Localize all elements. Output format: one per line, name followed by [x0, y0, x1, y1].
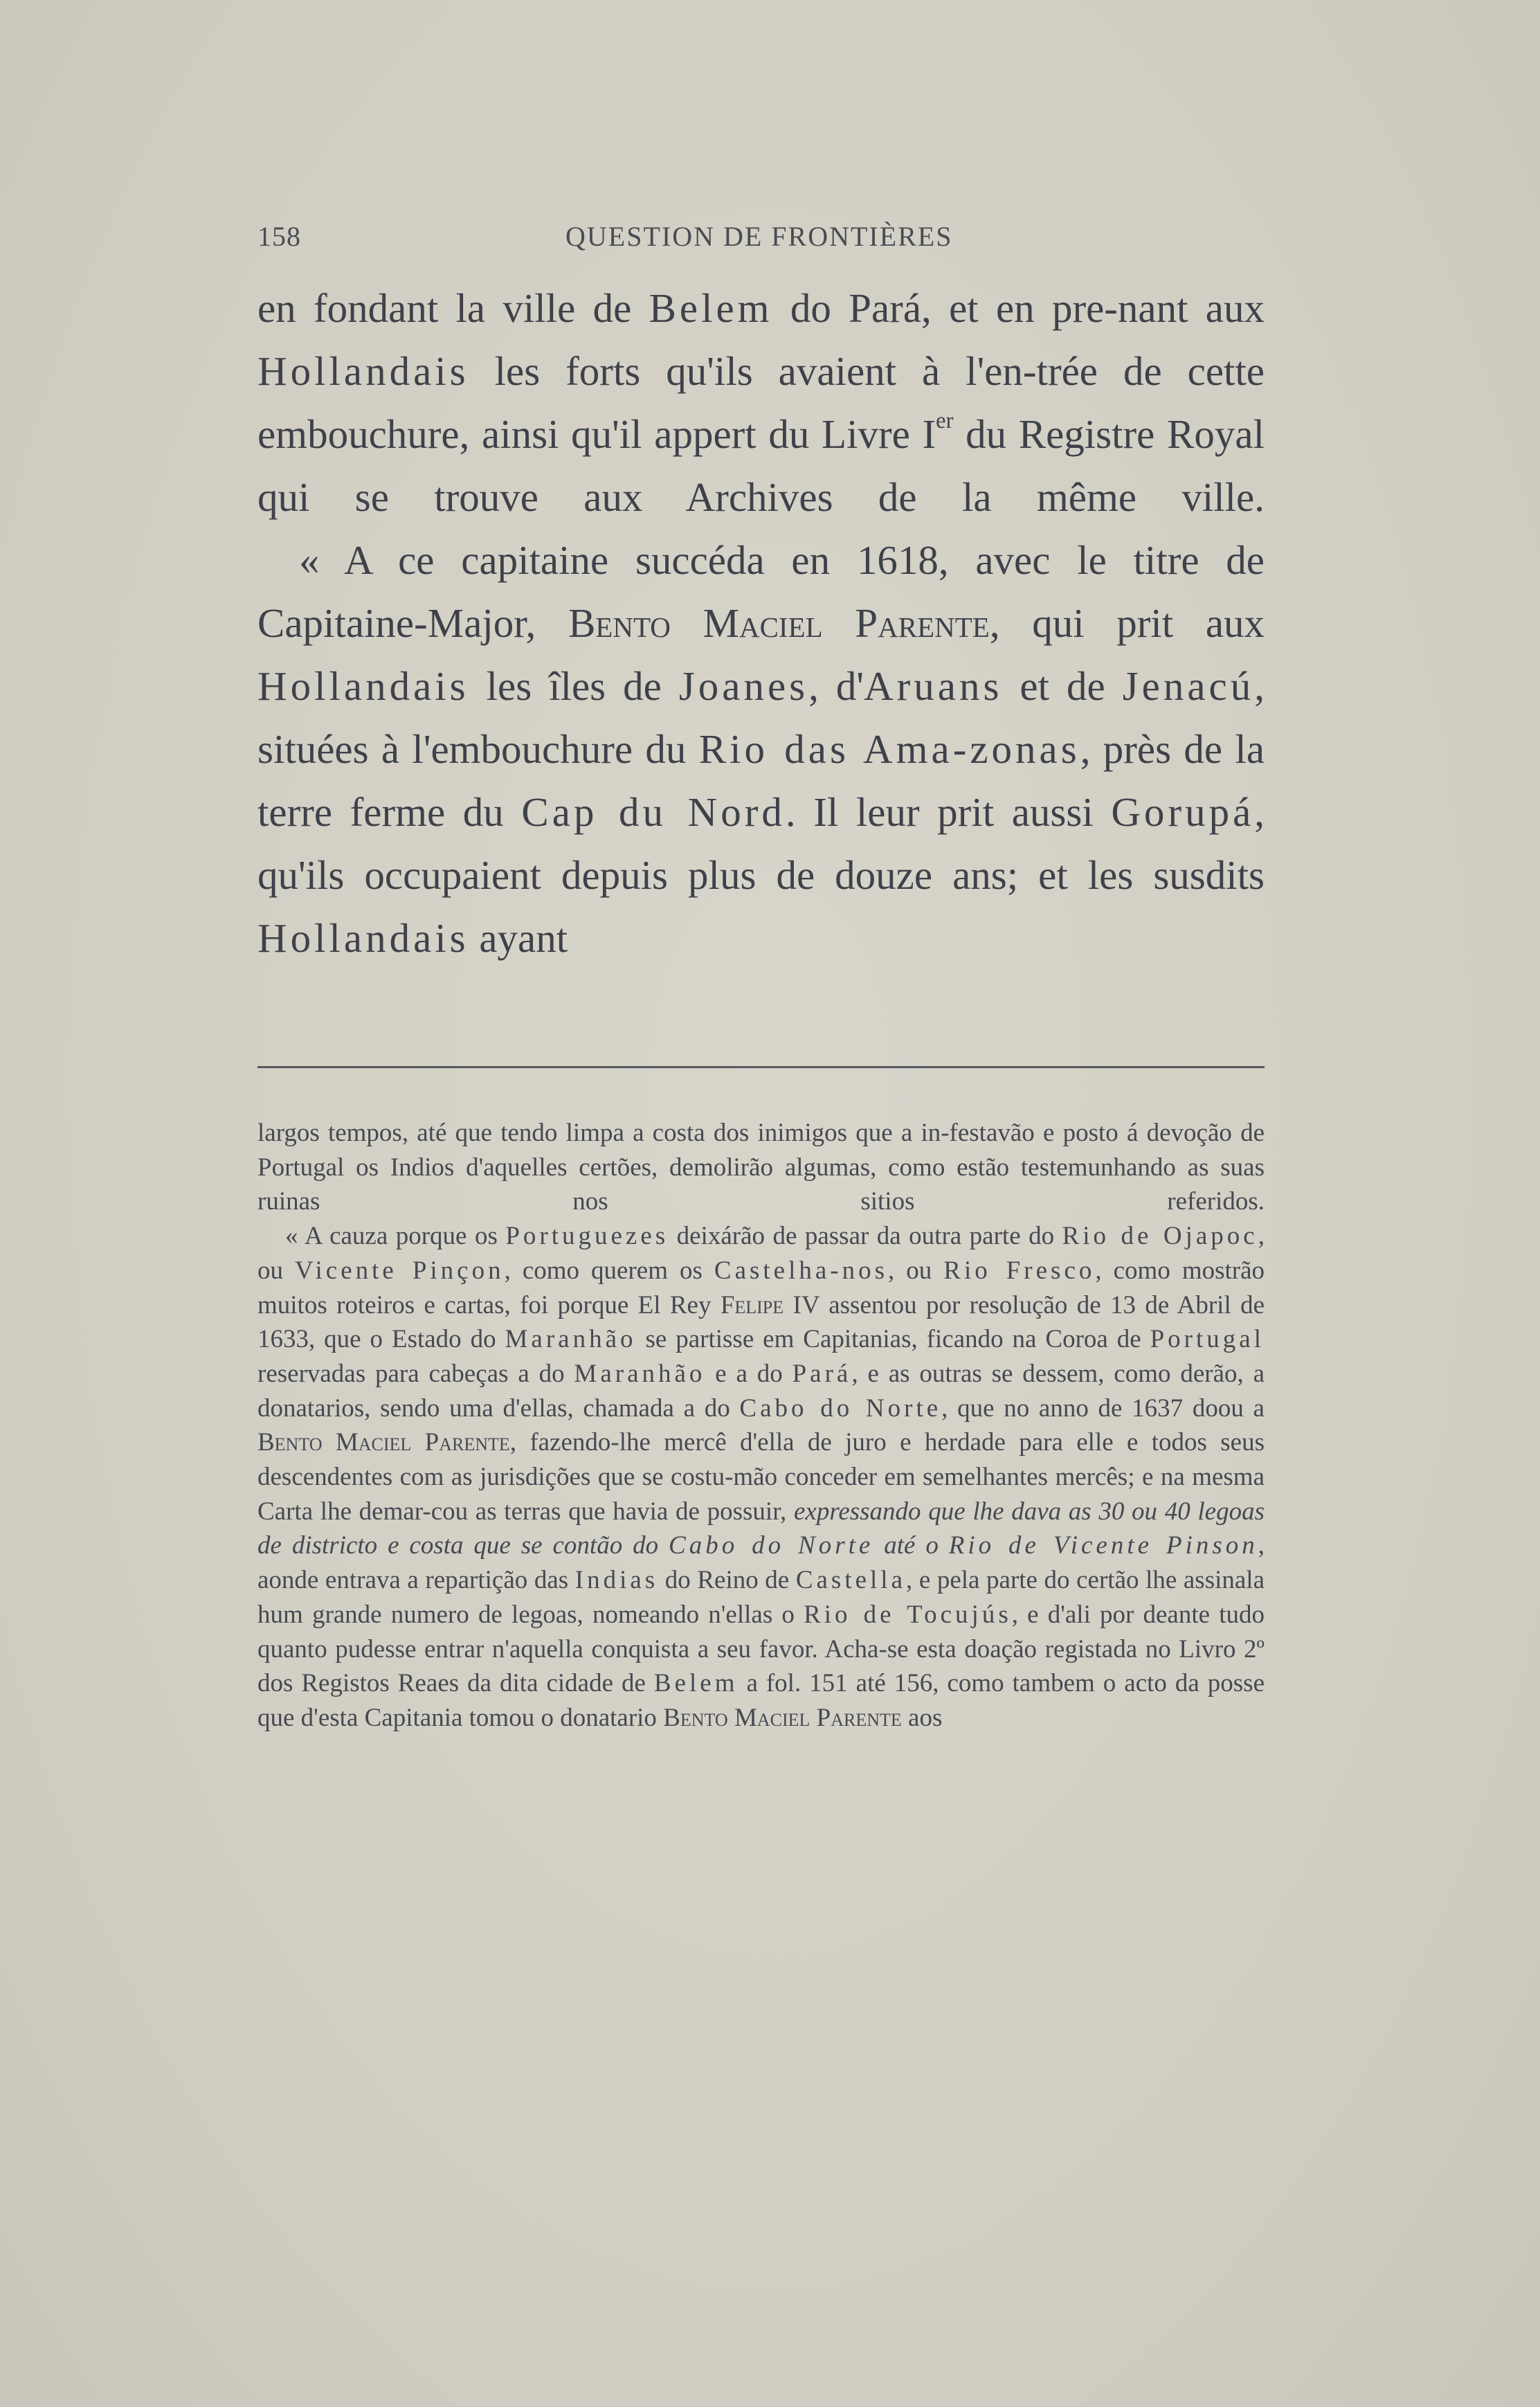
main-paragraph-1: en fondant la ville de Belem do Pará, et en pre-nant aux Hollandais les forts qu'ils avaient à l'en-trée de cette embouchure, ainsi qu'il appert du Livre Ier du Registre Royal qui se trouve aux Archives de la même ville.: [257, 285, 1265, 520]
running-title: QUESTION DE FRONTIÈRES: [565, 221, 953, 252]
main-text: [257, 277, 1265, 970]
person-name: Bento Maciel Parente: [663, 1703, 902, 1732]
person-name: Bento Maciel Parente: [257, 1428, 510, 1457]
footnote-text: [257, 1116, 1265, 1736]
footnote-paragraph-2: « A cauza porque os Portuguezes deixárão de passar da outra parte do Rio de Ojapoc, ou Vicente Pinçon, como querem os Castelha-nos, ou Rio Fresco, como mostrão muitos roteiros e cartas, foi porque El Rey Felipe IV assentou por resolução de 13 de Abril de 1633, que o Estado do Maranhão se partisse em Capitanias, ficando na Coroa de Portugal reservadas para cabeças a do Maranhão e a do Pará, e as outras se dessem, como derão, a donatarios, sendo uma d'ellas, chamada a do Cabo do Norte, que no anno de 1637 doou a Bento Maciel Parente, fazendo-lhe mercê d'ella de juro e herdade para elle e todos seus descendentes com as jurisdições que se costu-mão conceder em semelhantes mercês; e na mesma Carta lhe demar-cou as terras que havia de possuir, expressando que lhe dava as 30 ou 40 legoas de districto e costa que se contão do Cabo do Norte até o Rio de Vicente Pinson, aonde entrava a repartição das Indias do Reino de Castella, e pela parte do certão lhe assinala hum grande numero de legoas, nomeando n'ellas o Rio de Tocujús, e d'ali por deante tudo quanto pudesse entrar n'aquella conquista a seu favor. Acha-se esta doação registada no Livro 2º dos Registos Reaes da dita cidade de Belem a fol. 151 até 156, como tambem o acto da posse que d'esta Capitania tomou o donatario Bento Maciel Parente aos: [257, 1222, 1265, 1732]
main-paragraph-2: « A ce capitaine succéda en 1618, avec le titre de Capitaine-Major, Bento Maciel Parente, qui prit aux Hollandais les îles de Joanes, d'Aruans et de Jenacú, situées à l'embouchure du Rio das Ama-zonas, près de la terre ferme du Cap du Nord. Il leur prit aussi Gorupá, qu'ils occupaient depuis plus de douze ans; et les susdits Hollandais ayant: [257, 537, 1265, 961]
person-name: Bento Maciel Parente: [568, 600, 990, 646]
page-number: 158: [257, 221, 301, 252]
running-header: [257, 220, 1265, 262]
footnote-divider: [257, 1066, 1265, 1068]
footnote-paragraph-1: largos tempos, até que tendo limpa a costa dos inimigos que a in-festavão e posto á devoção de Portugal os Indios d'aquelles certões, demolirão algumas, como estão testemunhando as suas ruinas nos sitios referidos.: [257, 1119, 1265, 1216]
